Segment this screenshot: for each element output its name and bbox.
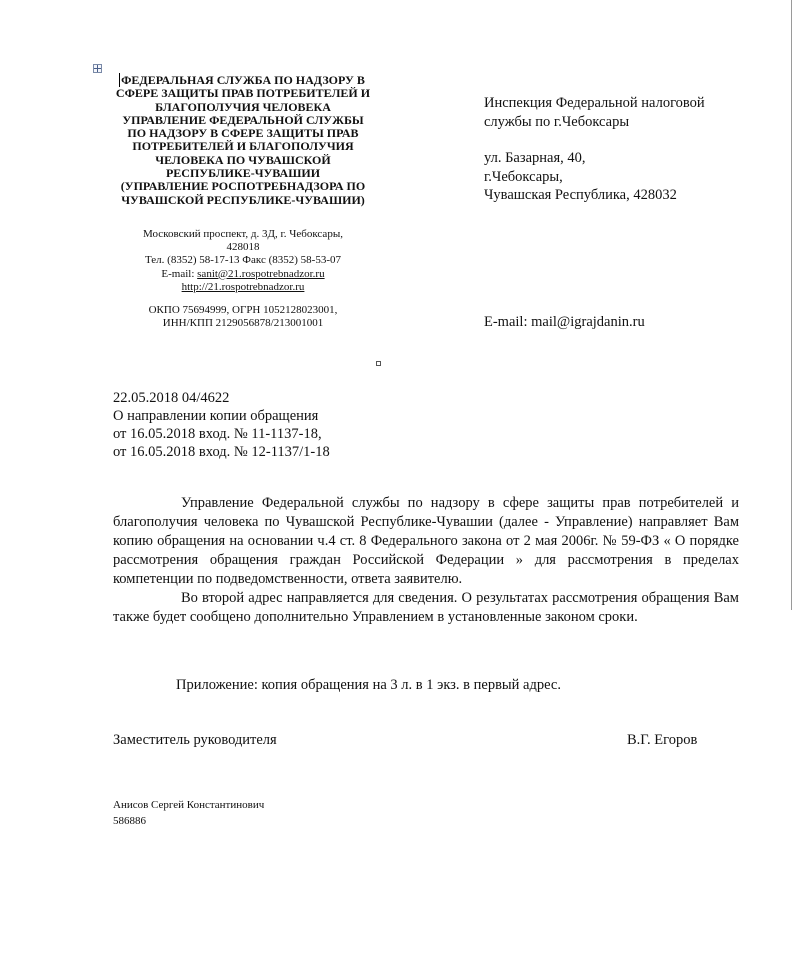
- executor-phone: 586886: [113, 815, 146, 827]
- page-edge: [791, 0, 792, 610]
- org-line: УПРАВЛЕНИЕ ФЕДЕРАЛЬНОЙ СЛУЖБЫ: [122, 112, 364, 127]
- recipient-block: [484, 94, 705, 205]
- letter-subject: О направлении копии обращения: [113, 408, 319, 424]
- org-line: ЧЕЛОВЕКА ПО ЧУВАШСКОЙ: [155, 152, 331, 167]
- table-move-handle-icon[interactable]: [93, 64, 102, 73]
- sender-inn-kpp: ИНН/КПП 2129056878/213001001: [162, 317, 324, 330]
- recipient-name: службы по г.Чебоксары: [484, 113, 630, 130]
- sender-website-link[interactable]: http://21.rospotrebnadzor.ru: [181, 280, 305, 293]
- org-line: ЧУВАШСКОЙ РЕСПУБЛИКЕ-ЧУВАШИИ): [121, 192, 365, 207]
- org-line: РЕСПУБЛИКЕ-ЧУВАШИИ: [165, 166, 321, 181]
- sender-contacts: [112, 228, 374, 330]
- recipient-city: г.Чебоксары,: [484, 168, 563, 185]
- org-line: СФЕРЕ ЗАЩИТЫ ПРАВ ПОТРЕБИТЕЛЕЙ И: [115, 86, 371, 101]
- sender-address: Московский проспект, д. 3Д, г. Чебоксары,: [143, 228, 343, 240]
- recipient-region: Чувашская Республика, 428032: [484, 187, 677, 203]
- text-anchor-marker: [376, 361, 381, 366]
- org-line: (УПРАВЛЕНИЕ РОСПОТРЕБНАДЗОРА ПО: [120, 179, 366, 194]
- letter-date-number: 22.05.2018 04/4622: [113, 390, 230, 406]
- sender-postcode: 428018: [226, 241, 260, 254]
- recipient-street: ул. Базарная, 40,: [484, 150, 586, 166]
- attachment-note: Приложение: копия обращения на 3 л. в 1 экз. в первый адрес.: [176, 677, 561, 693]
- sender-phones: Тел. (8352) 58-17-13 Факс (8352) 58-53-07: [144, 254, 341, 267]
- body-paragraph: Управление Федеральной службы по надзору в сфере защиты прав потребителей и благополучия человека по Чувашской Республике-Чувашии (далее - Управление) направляет Вам копию обращения на основании ч.4 ст. 8 Федерального закона от 2 мая 2006г. № 59-ФЗ « О порядке рассмотрения обращения граждан Российской Федерации » для рассмотрения в пределах компетенции по подведомственности, ответа заявителю.: [113, 495, 739, 587]
- executor-name: Анисов Сергей Константинович: [113, 799, 265, 811]
- org-line: ПОТРЕБИТЕЛЕЙ И БЛАГОПОЛУЧИЯ: [132, 139, 354, 154]
- letter-body: [113, 494, 739, 627]
- email-label: E-mail:: [161, 267, 198, 280]
- incoming-reference: от 16.05.2018 вход. № 11-1137-18,: [113, 426, 322, 442]
- sender-email-link[interactable]: sanit@21.rospotrebnadzor.ru: [197, 267, 325, 280]
- org-line: ФЕДЕРАЛЬНАЯ СЛУЖБА ПО НАДЗОРУ В: [121, 73, 365, 87]
- org-line: ПО НАДЗОРУ В СФЕРЕ ЗАЩИТЫ ПРАВ: [127, 126, 359, 141]
- incoming-reference: от 16.05.2018 вход. № 12-1137/1-18: [113, 444, 330, 460]
- sender-website-row: [112, 281, 374, 294]
- recipient-email: E-mail: mail@igrajdanin.ru: [484, 314, 645, 330]
- sender-email-row: [112, 268, 374, 281]
- recipient-name: Инспекция Федеральной налоговой: [484, 95, 705, 111]
- signer-title: Заместитель руководителя: [113, 732, 277, 748]
- sender-okpo-ogrn: ОКПО 75694999, ОГРН 1052128023001,: [148, 304, 338, 317]
- letter-reference: [113, 389, 330, 461]
- signer-name: В.Г. Егоров: [627, 732, 698, 748]
- sender-organization: [112, 74, 374, 207]
- executor-info: [113, 797, 264, 829]
- body-paragraph: Во второй адрес направляется для сведения. О результатах рассмотрения обращения Вам также будет сообщено дополнительно Управлением в установленные законом сроки.: [113, 590, 739, 625]
- org-line: БЛАГОПОЛУЧИЯ ЧЕЛОВЕКА: [155, 99, 331, 114]
